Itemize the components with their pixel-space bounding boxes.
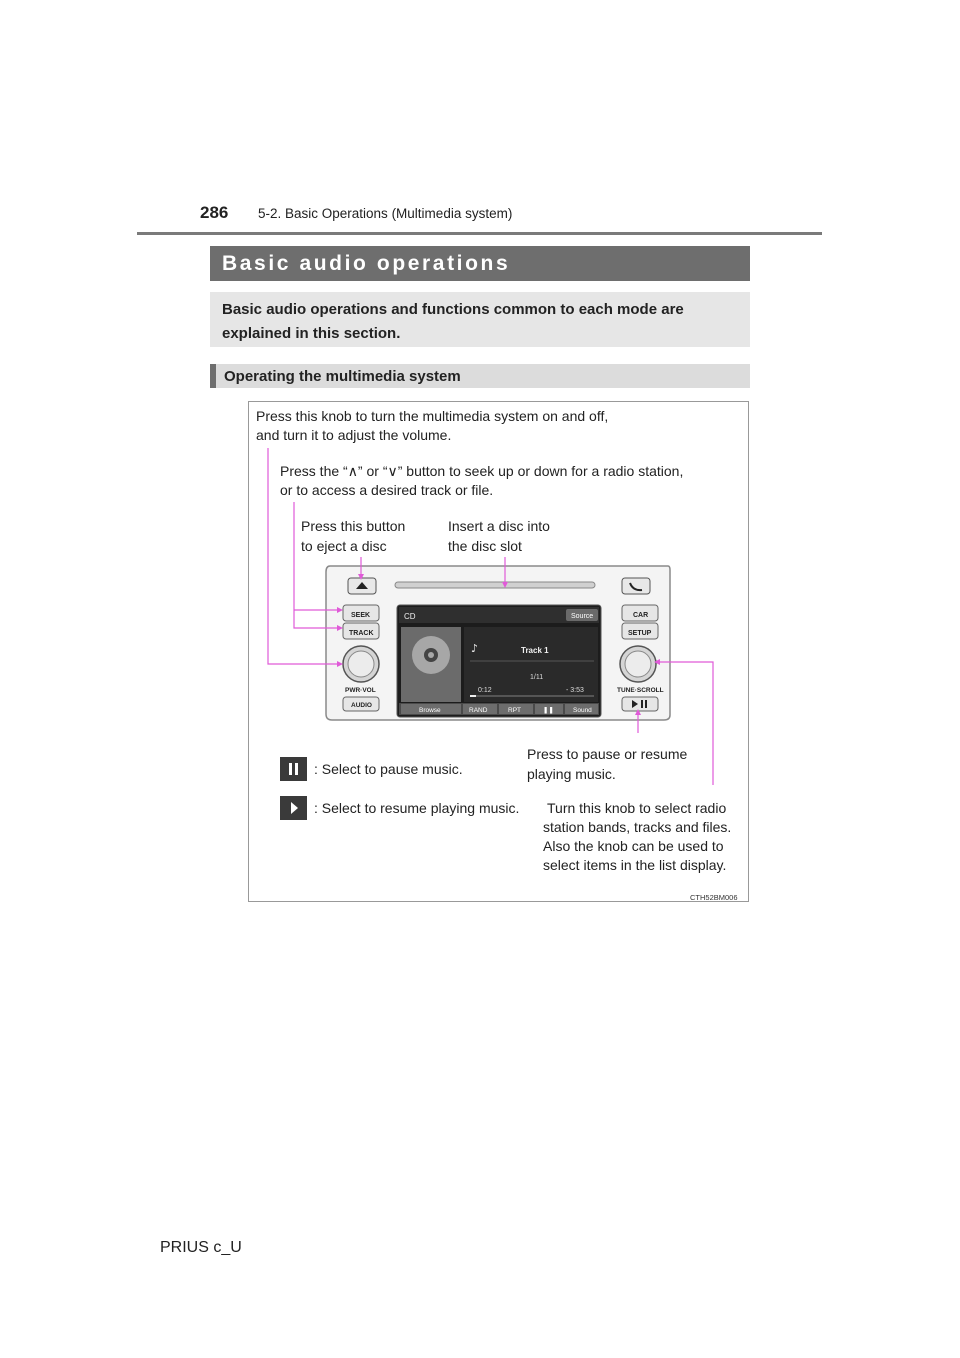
callout-tune-line-1: Turn this knob to select radio [547, 800, 727, 816]
source-label: Source [571, 613, 594, 620]
callout-knob-line-1: Press this knob to turn the multimedia system on and off, [256, 408, 609, 424]
tune-scroll-label: TUNE·SCROLL [617, 687, 664, 694]
tune-scroll-knob-inner [625, 651, 651, 677]
play-icon [280, 796, 307, 820]
subheading: Operating the multimedia system [224, 368, 461, 385]
callout-seek-line-1: Press the “∧” or “∨” button to seek up or down for a radio station, [280, 463, 684, 479]
intro-line-1: Basic audio operations and functions common to each mode are [222, 301, 684, 318]
screen-pause-label: ❚❚ [543, 706, 554, 714]
sound-label: Sound [573, 707, 592, 714]
pause-icon [280, 757, 307, 781]
rand-label: RAND [469, 707, 488, 714]
pwr-vol-label: PWR·VOL [345, 687, 376, 694]
car-label: CAR [633, 612, 649, 619]
screen-mode: CD [404, 612, 416, 621]
callout-pause-line-2: playing music. [527, 766, 616, 782]
note-icon: ♪ [471, 642, 479, 655]
track-name: Track 1 [521, 646, 549, 655]
disc-icon-hole [428, 652, 434, 658]
legend-pause-text: : Select to pause music. [314, 761, 463, 777]
progress-fill [470, 695, 476, 697]
callout-tune-line-3: Also the knob can be used to [543, 838, 724, 854]
page-number: 286 [200, 203, 229, 222]
footer-model: PRIUS c_U [160, 1239, 242, 1256]
disc-slot [395, 582, 595, 588]
callout-seek-line-2: or to access a desired track or file. [280, 482, 494, 498]
breadcrumb: 5-2. Basic Operations (Multimedia system) [258, 206, 513, 221]
figure-code: CTH52BM006 [690, 893, 738, 902]
callout-tune-line-2: station bands, tracks and files. [543, 819, 732, 835]
progress-bar [470, 695, 594, 697]
power-volume-knob-inner [348, 651, 374, 677]
callout-eject-line-1: Press this button [301, 518, 406, 534]
play-pause-button [622, 697, 658, 711]
audio-label: AUDIO [351, 702, 372, 709]
callout-disc-line-2: the disc slot [448, 538, 522, 554]
callout-disc-line-1: Insert a disc into [448, 518, 550, 534]
legend-play-text: : Select to resume playing music. [314, 800, 520, 816]
track-count: 1/11 [530, 674, 544, 681]
callout-eject-line-2: to eject a disc [301, 538, 387, 554]
phone-button [622, 578, 650, 594]
callout-pause-line-1: Press to pause or resume [527, 746, 688, 762]
elapsed-time: 0:12 [478, 687, 492, 694]
callout-tune-line-4: select items in the list display. [543, 857, 727, 873]
track-label: TRACK [349, 630, 374, 637]
remaining-time: - 3:53 [566, 687, 584, 694]
browse-label: Browse [419, 707, 441, 714]
rpt-label: RPT [508, 707, 521, 714]
intro-line-2: explained in this section. [222, 325, 401, 342]
section-title: Basic audio operations [222, 252, 511, 275]
callout-knob-line-2: and turn it to adjust the volume. [256, 427, 452, 443]
setup-label: SETUP [628, 630, 652, 637]
seek-label: SEEK [351, 612, 371, 619]
